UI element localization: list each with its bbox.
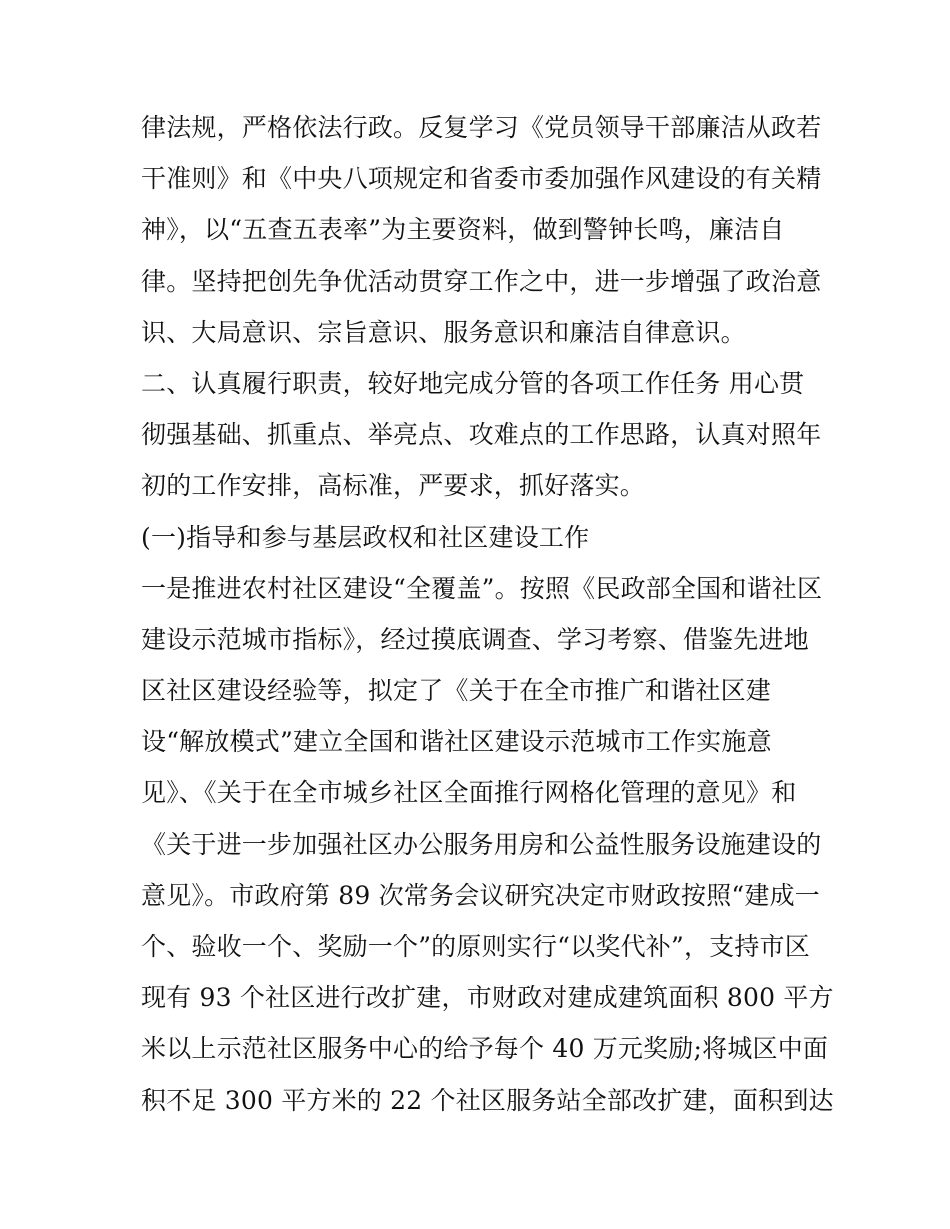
text-line: 设“解放模式”建立全国和谐社区建设示范城市工作实施意 [141,727,772,757]
text-line: 神》，以“五查五表率”为主要资料，做到警钟长鸣，廉洁自 [141,215,785,245]
text-line: 积不足 300 平方米的 22 个社区服务站全部改扩建，面积到达 [141,1085,834,1115]
text-line: 现有 93 个社区进行改扩建，市财政对建成建筑面积 800 平方 [141,983,834,1013]
text-line: 初的工作安排，高标准，严要求，抓好落实。 [141,471,646,501]
body-text [141,102,834,1126]
subsection-heading: (一)指导和参与基层政权和社区建设工作 [141,522,590,552]
text-line: 见》、《关于在全市城乡社区全面推行网格化管理的意见》和 [141,778,797,808]
text-line: 建设示范城市指标》，经过摸底调查、学习考察、借鉴先进地 [141,624,809,654]
text-line: 一是推进农村社区建设“全覆盖”。按照《民政部全国和谐社区 [141,573,823,603]
text-line: 识、大局意识、宗旨意识、服务意识和廉洁自律意识。 [141,317,746,347]
text-line: 米以上示范社区服务中心的给予每个 40 万元奖励;将城区中面 [141,1034,829,1064]
text-line: 干准则》和《中央八项规定和省委市委加强作风建设的有关精 [141,164,822,194]
section-heading-line: 二、认真履行职责，较好地完成分管的各项工作任务 用心贯 [141,368,805,398]
text-line: 彻强基础、抓重点、举亮点、攻难点的工作思路，认真对照年 [141,420,822,450]
text-line: 《关于进一步加强社区办公服务用房和公益性服务设施建设的 [141,829,822,859]
text-line: 意见》。市政府第 89 次常务会议研究决定市财政按照“建成一 [141,880,820,910]
text-line: 律法规，严格依法行政。反复学习《党员领导干部廉洁从政若 [141,113,822,142]
text-line: 律。坚持把创先争优活动贯穿工作之中，进一步增强了政治意 [141,266,822,296]
text-line: 区社区建设经验等，拟定了《关于在全市推广和谐社区建 [141,676,772,706]
text-line: 个、验收一个、奖励一个”的原则实行“以奖代补”，支持市区 [141,932,810,961]
